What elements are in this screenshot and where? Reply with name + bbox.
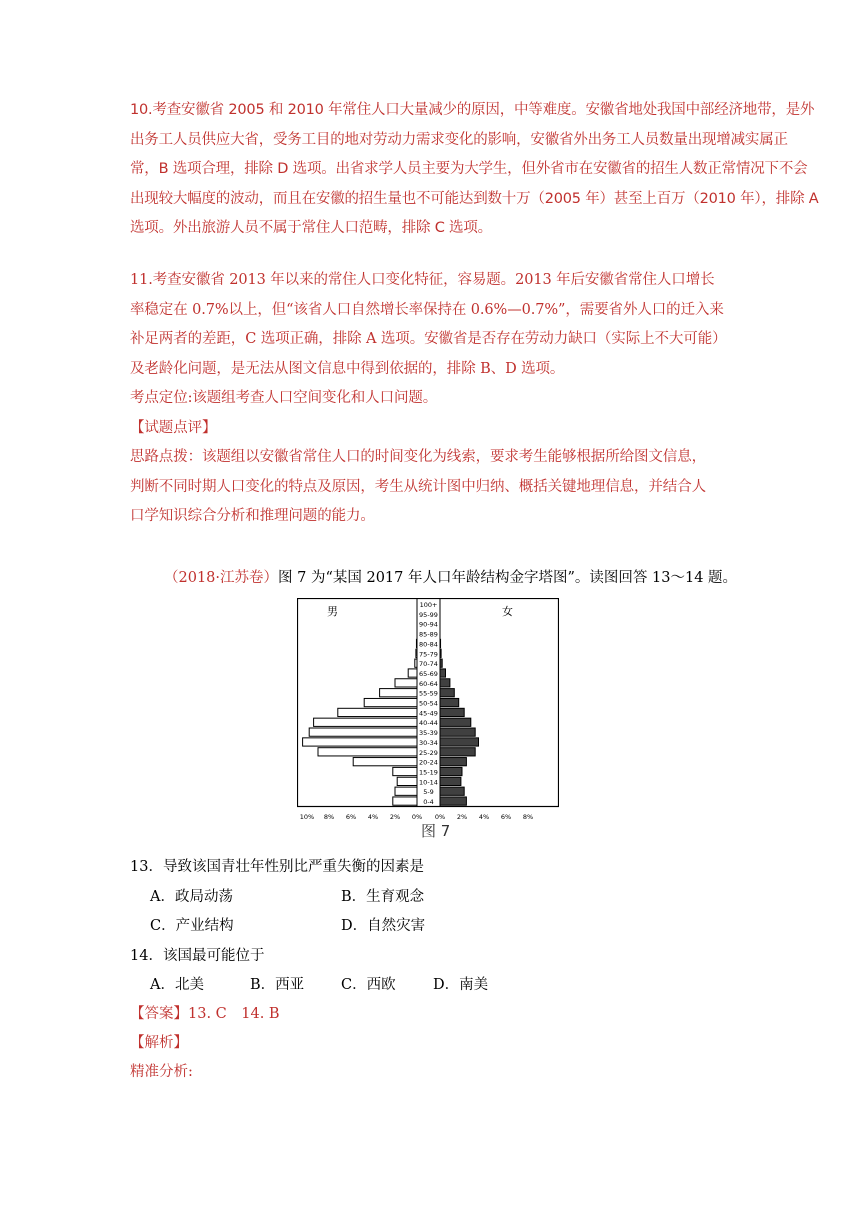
- age-group-label: 70-74: [419, 660, 438, 669]
- age-group-label: 40-44: [419, 719, 438, 728]
- q14-option-c: C．西欧: [341, 977, 396, 993]
- male-bar-50-54: [364, 698, 417, 706]
- female-bar-55-59: [440, 689, 454, 697]
- male-bar-10-14: [397, 777, 417, 785]
- answer-line: 【答案】13. C 14. B: [130, 1006, 280, 1022]
- item11-explanation: [130, 266, 742, 532]
- item11-line: 率稳定在 0.7%以上，但“该省人口自然增长率保持在 0.6%—0.7%”，需要省外人口的迁入来: [130, 301, 724, 318]
- age-group-label: 85-89: [419, 630, 438, 639]
- q14-option-a: A．北美: [150, 977, 204, 993]
- female-bar-10-14: [440, 777, 461, 785]
- female-bar-35-39: [440, 728, 475, 736]
- female-bar-50-54: [440, 698, 459, 706]
- x-tick-label: 6%: [345, 813, 357, 821]
- age-group-label: 0-4: [423, 798, 434, 806]
- age-group-label: 25-29: [419, 748, 438, 757]
- female-bar-80-84: [440, 639, 441, 647]
- male-bar-45-49: [338, 708, 417, 716]
- female-bar-5-9: [440, 787, 464, 795]
- item10-line: 出务工人员供应大省，受务工目的地对劳动力需求变化的影响，安徽省外出务工人员数量出现增减实属正: [130, 131, 788, 148]
- male-bar-25-29: [318, 748, 417, 756]
- item11-line: 11.考查安徽省 2013 年以来的常住人口变化特征，容易题。2013 年后安徽省常住人口增长: [130, 272, 715, 288]
- age-group-label: 100+: [419, 601, 438, 609]
- item10-line: 10.考查安徽省 2005 和 2010 年常住人口大量减少的原因，中等难度。安徽省地处我国中部经济地带，是外: [130, 102, 815, 118]
- female-bar-30-34: [440, 738, 479, 746]
- kaodian-line: 考点定位:该题组考查人口空间变化和人口问题。: [130, 390, 438, 406]
- x-tick-label: 0%: [411, 813, 423, 821]
- question-source: （2018·江苏卷）: [164, 570, 279, 586]
- male-bar-15-19: [393, 767, 417, 775]
- male-bar-80-84: [416, 639, 417, 647]
- q14-stem: 14．该国最可能位于: [130, 948, 265, 964]
- male-bar-20-24: [353, 758, 417, 766]
- age-group-label: 5-9: [423, 788, 434, 797]
- q13-option-a: A．政局动荡: [150, 889, 233, 905]
- age-group-label: 30-34: [419, 738, 438, 747]
- x-tick-label: 0%: [434, 813, 446, 821]
- male-bar-5-9: [395, 787, 417, 795]
- age-group-label: 80-84: [419, 640, 438, 649]
- x-tick-label: 4%: [478, 813, 490, 821]
- item10-line: 常，B 选项合理，排除 D 选项。出省求学人员主要为大学生，但外省市在安徽省的招生人数正常情况下不会: [130, 161, 808, 177]
- x-tick-label: 8%: [522, 813, 534, 821]
- male-label: 男: [327, 605, 338, 618]
- x-tick-label: 6%: [500, 813, 512, 821]
- q13-option-b: B．生育观念: [341, 889, 425, 905]
- item10-line: 选项。外出旅游人员不属于常住人口范畴，排除 C 选项。: [130, 220, 492, 236]
- male-bar-60-64: [395, 679, 417, 687]
- x-tick-label: 8%: [323, 813, 335, 821]
- age-group-label: 50-54: [419, 699, 438, 708]
- male-bar-70-74: [415, 659, 417, 667]
- review-heading: 【试题点评】: [130, 419, 217, 436]
- precise-analysis-label: 精准分析:: [130, 1064, 193, 1080]
- age-group-label: 55-59: [419, 689, 438, 698]
- age-group-label: 95-99: [419, 610, 438, 619]
- female-bar-25-29: [440, 748, 475, 756]
- item10-explanation: [130, 96, 819, 244]
- age-group-label: 15-19: [419, 768, 438, 777]
- q13-option-d: D．自然灾害: [341, 918, 426, 934]
- female-bar-45-49: [440, 708, 464, 716]
- female-bar-65-69: [440, 669, 446, 677]
- female-label: 女: [502, 605, 513, 618]
- question-lead: [164, 566, 737, 587]
- female-bar-60-64: [440, 679, 450, 687]
- item11-line: 补足两者的差距，C 选项正确，排除 A 选项。安徽省是否存在劳动力缺口（实际上不大可能）: [130, 331, 727, 347]
- chart-caption: 图 7: [421, 822, 451, 838]
- review-line: 判断不同时期人口变化的特点及原因，考生从统计图中归纳、概括关键地理信息，并结合人: [130, 478, 706, 495]
- male-bar-30-34: [303, 738, 417, 746]
- q13-stem: 13．导致该国青壮年性别比严重失衡的因素是: [130, 859, 424, 875]
- age-group-label: 65-69: [419, 669, 438, 678]
- x-tick-label: 2%: [389, 813, 401, 821]
- age-group-label: 60-64: [419, 679, 438, 688]
- review-line: 思路点拨：该题组以安徽省常住人口的时间变化为线索，要求考生能够根据所给图文信息，: [130, 449, 706, 465]
- x-tick-label: 4%: [367, 813, 379, 821]
- analysis-heading: 【解析】: [130, 1035, 188, 1051]
- population-pyramid-chart: [297, 598, 559, 838]
- male-bar-55-59: [380, 689, 417, 697]
- age-group-label: 35-39: [419, 729, 438, 738]
- age-group-label: 10-14: [419, 778, 438, 787]
- x-tick-label: 10%: [299, 813, 315, 821]
- question-lead-text: 图 7 为“某国 2017 年人口年龄结构金字塔图”。读图回答 13～14 题。: [278, 570, 738, 586]
- female-bar-15-19: [440, 767, 462, 775]
- x-tick-label: 2%: [456, 813, 468, 821]
- male-bar-65-69: [408, 669, 417, 677]
- female-bar-0-4: [440, 797, 466, 805]
- age-group-label: 45-49: [419, 709, 438, 718]
- female-bar-40-44: [440, 718, 471, 726]
- item10-line: 出现较大幅度的波动，而且在安徽的招生量也不可能达到数十万（2005 年）甚至上百万（2010 年），排除 A: [130, 190, 819, 207]
- age-group-label: 75-79: [419, 650, 438, 659]
- male-bar-35-39: [309, 728, 417, 736]
- item11-line: 及老龄化问题，是无法从图文信息中得到依据的，排除 B、D 选项。: [130, 360, 565, 377]
- female-bar-20-24: [440, 758, 466, 766]
- female-bar-75-79: [440, 649, 441, 657]
- age-group-label: 20-24: [419, 758, 438, 767]
- age-group-label: 90-94: [419, 620, 438, 629]
- male-bar-0-4: [393, 797, 417, 805]
- male-bar-40-44: [314, 718, 417, 726]
- female-bar-70-74: [440, 659, 442, 667]
- q14-option-b: B．西亚: [250, 977, 305, 993]
- q14-option-d: D．南美: [433, 977, 489, 993]
- male-bar-75-79: [416, 649, 417, 657]
- q13-option-c: C．产业结构: [150, 918, 234, 934]
- review-line: 口学知识综合分析和推理问题的能力。: [130, 508, 375, 524]
